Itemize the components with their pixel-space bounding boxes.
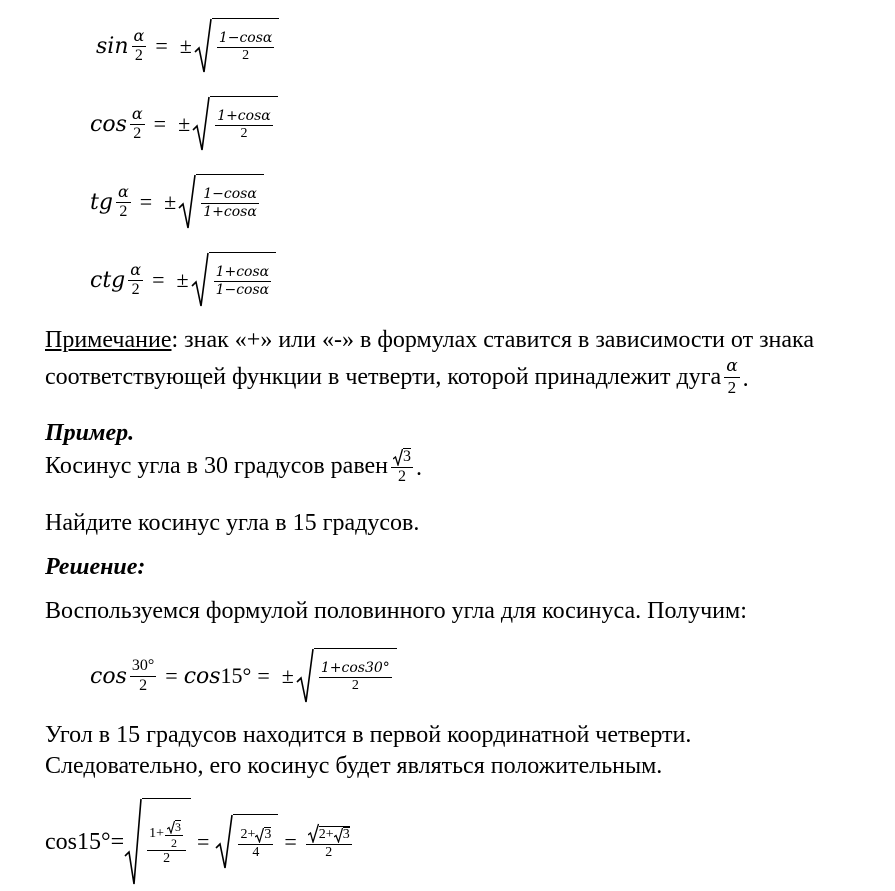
- formula-ctg-half-angle: ctg $\frac{\alpha}{2}$ = ± $\frac{1+\cos\alpha}{1-\cos\alpha}$: [90, 252, 276, 308]
- fn-ctg: ctg: [90, 267, 126, 293]
- sqrt-sign: $\frac{1-\cos\alpha}{2}$: [194, 18, 280, 74]
- example-line-2: Найдите косинус угла в 15 градусов.: [45, 510, 420, 536]
- final-fraction: 2+ 3 2: [306, 823, 352, 861]
- sqrt3-over-2: $\frac{3}{2}$: [391, 448, 413, 486]
- solution-heading: Решение:: [45, 554, 146, 580]
- sqrt-sign: $\frac{1+\cos\alpha}{1-\cos\alpha}$: [191, 252, 277, 308]
- solution-equation-2: cos15°= 1+ $\frac{3}{2}$ 2 = 2+ 3 4 = 2+ 3 2: [45, 798, 355, 886]
- sqrt-sign: $\frac{1+\cos\alpha}{2}$: [192, 96, 278, 152]
- solution-line-2: Угол в 15 градусов находится в первой координатной четверти.: [45, 722, 692, 748]
- formula-tg-half-angle: tg $\frac{\alpha}{2}$ = ± $\frac{1-\cos\alpha}{1+\cos\alpha}$: [90, 174, 264, 230]
- formula-cos-half-angle: cos $\frac{\alpha}{2}$ = ± $\frac{1+\cos\alpha}{2}$: [90, 96, 278, 152]
- fn-cos: cos: [90, 111, 127, 137]
- note-alpha-fraction: $\frac{\alpha}{2}$: [726, 356, 738, 397]
- sqrt-sign: $\frac{1-\cos\alpha}{1+\cos\alpha}$: [178, 174, 264, 230]
- 30deg-over-2: $\frac{30^\circ}{2}$: [131, 656, 155, 694]
- solution-equation-1: cos $\frac{30^\circ}{2}$ = cos 15° = ± $\frac{1+\cos 30^\circ}{2}$: [90, 648, 397, 704]
- alpha-over-2: $\frac{\alpha}{2}$: [130, 259, 142, 298]
- alpha-over-2: $\frac{\alpha}{2}$: [133, 25, 145, 64]
- note-line-1: Примечание: знак «+» или «-» в формулах ставится в зависимости от знака: [45, 327, 814, 353]
- fn-sin: sin: [96, 33, 129, 59]
- sqrt-sign: $\frac{1+\cos 30^\circ}{2}$: [296, 648, 397, 704]
- sqrt-sign-outer: 1+ $\frac{3}{2}$ 2: [124, 798, 191, 886]
- note-label: Примечание: [45, 327, 172, 353]
- solution-line-3: Следовательно, его косинус будет являться положительным.: [45, 753, 663, 779]
- example-heading: Пример.: [45, 420, 135, 446]
- formula-sin-half-angle: sin $\frac{\alpha}{2}$ = ± $\frac{1-\cos\alpha}{2}$: [96, 18, 279, 74]
- fn-tg: tg: [90, 189, 113, 215]
- alpha-over-2: $\frac{\alpha}{2}$: [117, 181, 129, 220]
- solution-line-1: Воспользуемся формулой половинного угла для косинуса. Получим:: [45, 598, 747, 624]
- alpha-over-2: $\frac{\alpha}{2}$: [131, 103, 143, 142]
- sqrt-sign-middle: 2+ 3 4: [215, 814, 278, 870]
- note-line-2: соответствующей функции в четверти, которой принадлежит дуга $\frac{\alpha}{2}$ .: [45, 356, 749, 397]
- example-line-1: Косинус угла в 30 градусов равен $\frac{3}{2}$ .: [45, 448, 423, 485]
